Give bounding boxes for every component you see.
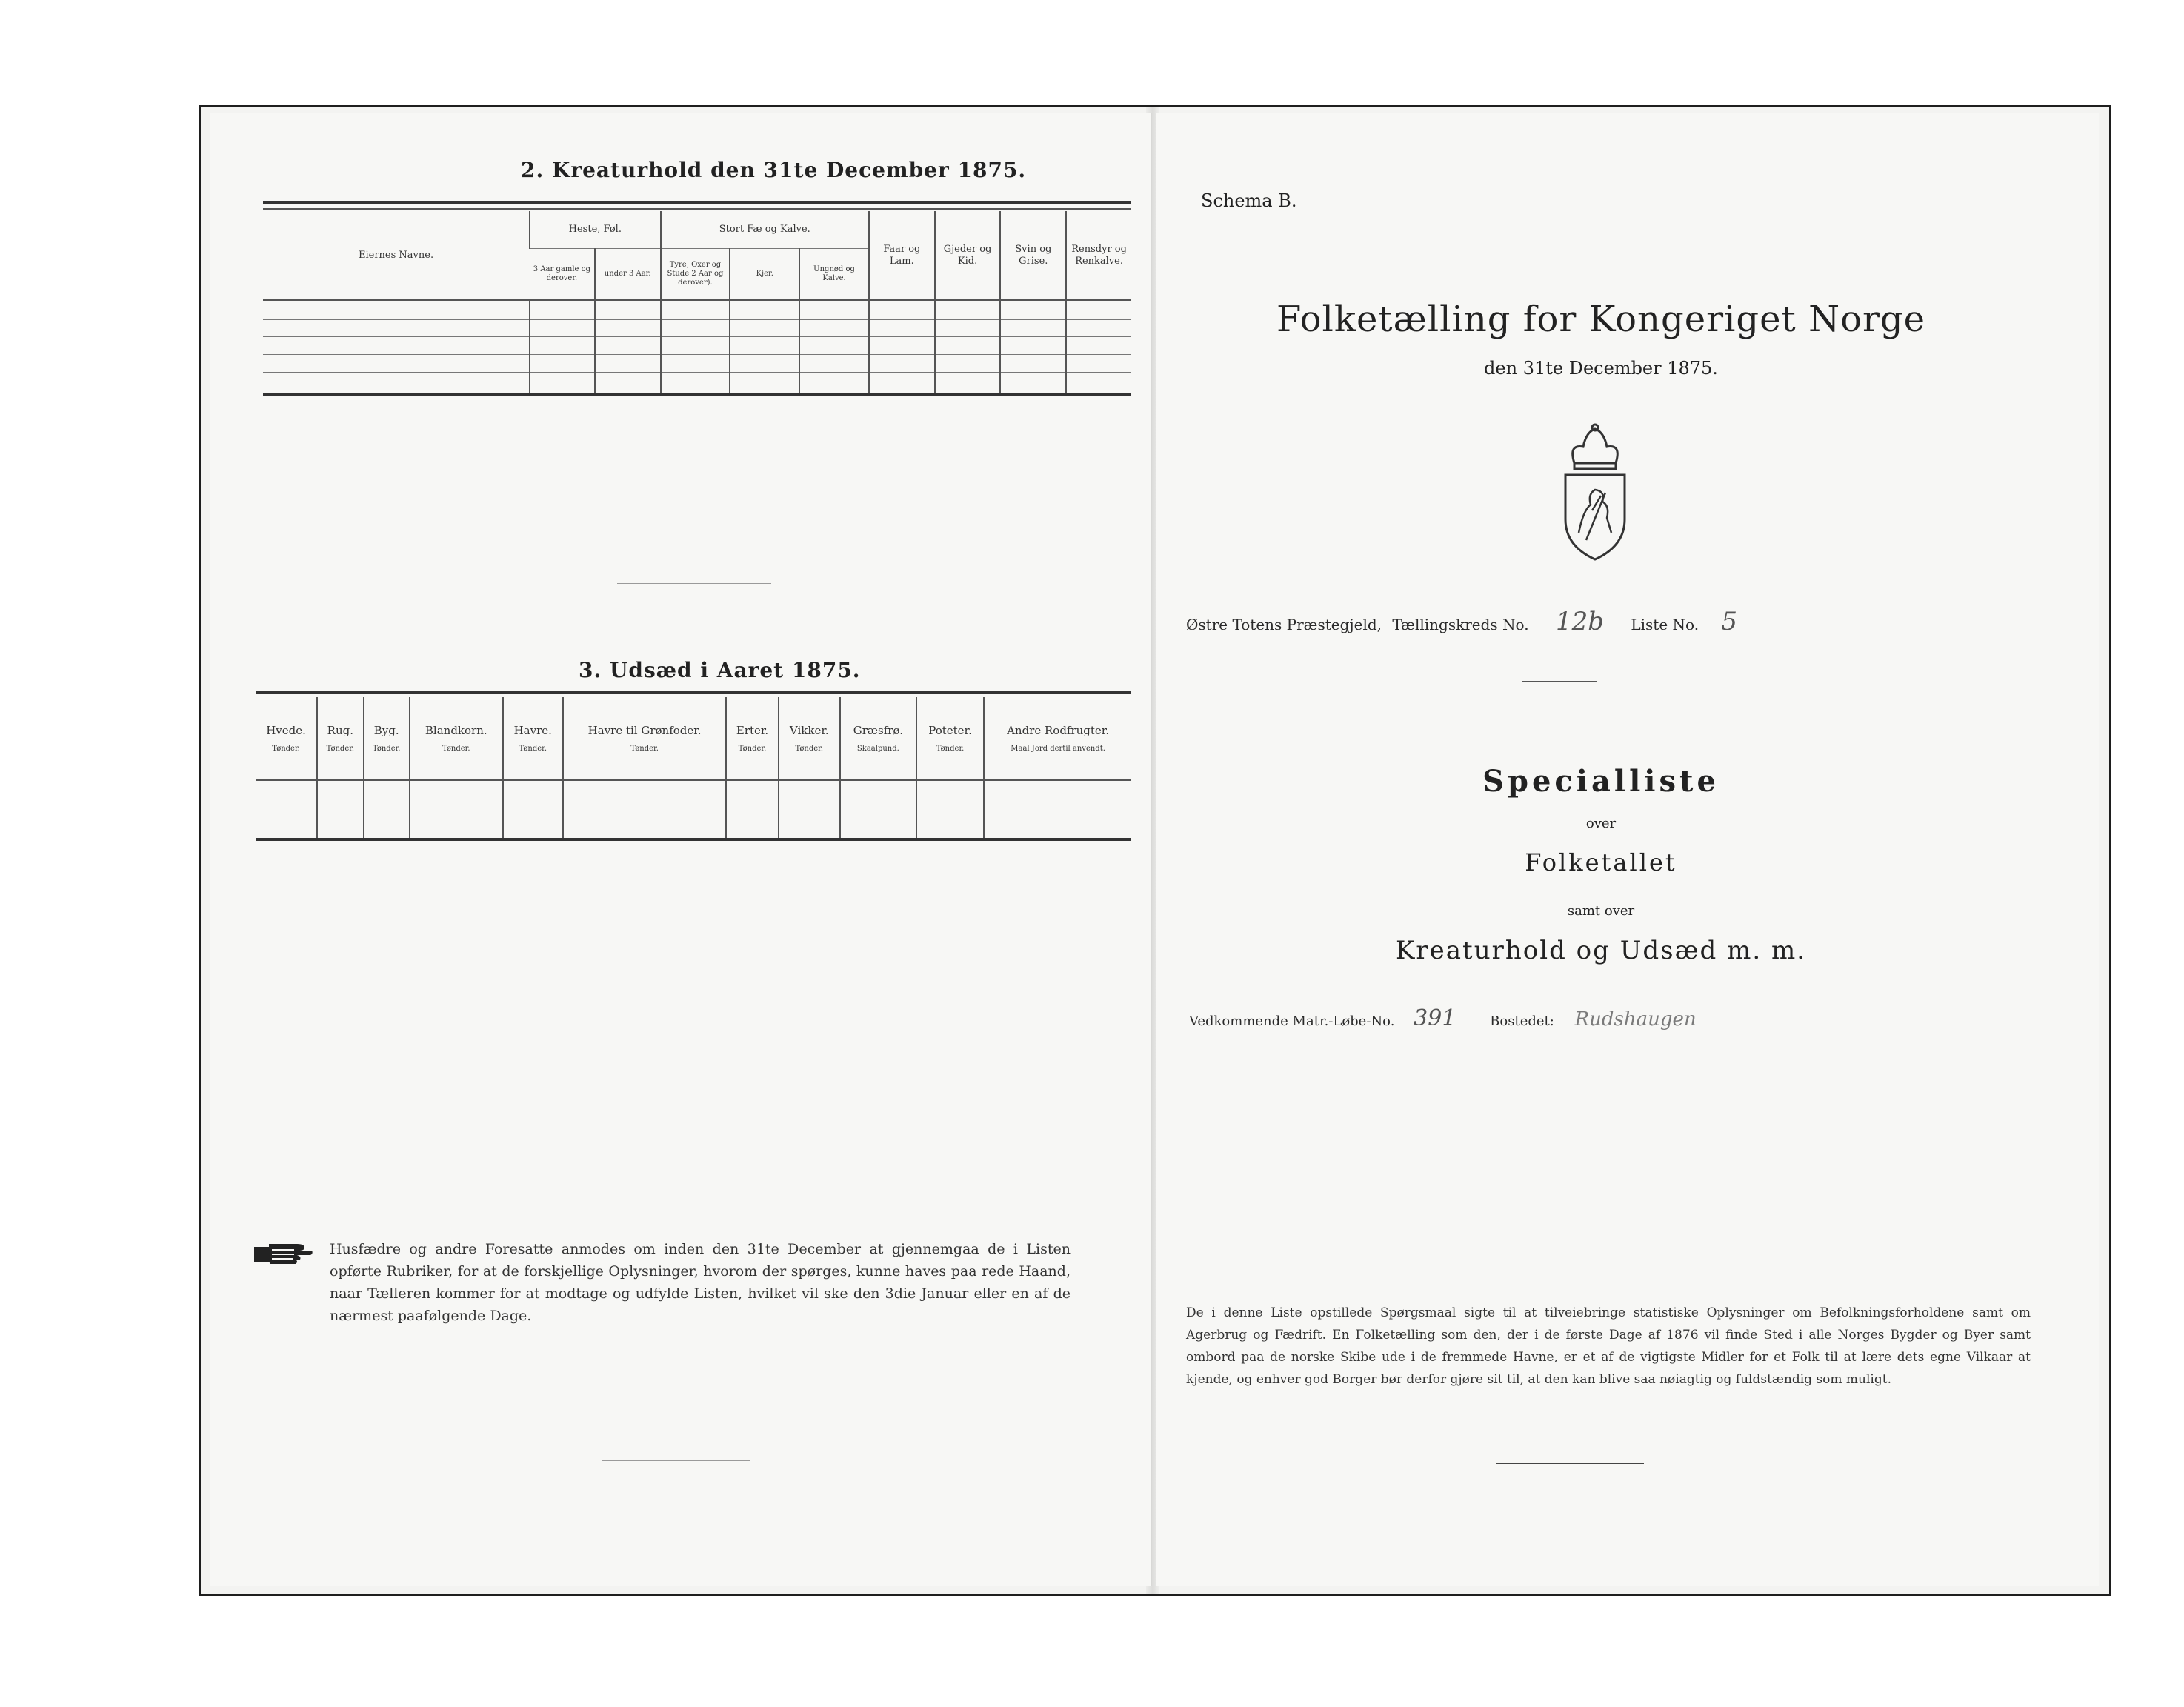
sowing-unit: Tønder.	[519, 744, 547, 753]
bosted-value: Rudshaugen	[1574, 1008, 1697, 1031]
footer-text: De i denne Liste opstillede Spørgsmaal sigte til at tilveiebringe statistiske Oplysninger om Befolkningsforholdene samt om Agerbrug og Fædrift. En Folketælling som den, der i de første Dage af 1876 vil finde Sted i alle Norges Bygder og Byer samt ombord paa de norske Skibe ude i de fremmede Havne, er et af de vigtigste Midler for et Folk til at lære dets egne Vilkaar at kjende, og enhver god Borger bør derfor gjøre sit til, at den kan blive saa nøiagtig og fuldstændig som muligt.	[1186, 1305, 2031, 1387]
sowing-crop-name: Andre Rodfrugter.	[1007, 723, 1110, 737]
sowing-crop-name: Byg.	[373, 723, 399, 737]
pointing-hand-icon	[253, 1240, 313, 1272]
section2-title: 2. Kreaturhold den 31te December 1875.	[521, 158, 1027, 182]
sowing-unit: Skaalpund.	[856, 744, 899, 753]
list-value: 5	[1721, 607, 1738, 636]
kreaturhold-heading: Kreaturhold og Udsæd m. m.	[1395, 936, 1806, 965]
heste-old-header: 3 Aar gamle og derover.	[533, 264, 591, 282]
sowing-cell	[256, 780, 317, 839]
table-row	[263, 319, 1131, 337]
over-label: over	[1585, 816, 1617, 831]
sowing-column-header	[779, 697, 840, 780]
sowing-cell	[317, 780, 363, 839]
sowing-column-header	[984, 697, 1131, 780]
date-line: den 31te December 1875.	[1484, 358, 1718, 379]
faar-header: Faar og Lam.	[869, 211, 935, 300]
gjeder-header: Gjeder og Kid.	[935, 211, 1001, 300]
sowing-unit: Tønder.	[272, 744, 300, 753]
sowing-table	[256, 697, 1131, 841]
district-value: 12b	[1555, 607, 1604, 636]
parish-name: Østre Totens Præstegjeld,	[1186, 616, 1382, 633]
samt-over-label: samt over	[1567, 903, 1635, 919]
section3-title: 3. Udsæd i Aaret 1875.	[579, 658, 861, 682]
sowing-cell	[840, 780, 916, 839]
sowing-unit: Tønder.	[442, 744, 470, 753]
table-row	[263, 337, 1131, 355]
sowing-cell	[984, 780, 1131, 839]
list-label: Liste No.	[1631, 616, 1699, 633]
tyre-header: Tyre, Oxer og Stude 2 Aar og derover).	[661, 248, 730, 300]
sowing-column-header	[840, 697, 916, 780]
scanned-spread	[199, 105, 2111, 1596]
sowing-column-header	[563, 697, 726, 780]
ungfae-header: Ungnød og Kalve.	[799, 248, 869, 300]
matr-label: Vedkommende Matr.-Løbe-No.	[1189, 1014, 1395, 1029]
table-row	[263, 300, 1131, 319]
sowing-crop-name: Rug.	[327, 723, 353, 737]
livestock-table	[263, 211, 1131, 396]
sowing-crop-name: Hvede.	[266, 723, 306, 737]
sowing-unit: Tønder.	[326, 744, 355, 753]
main-title: Folketælling for Kongeriget Norge	[1276, 299, 1926, 340]
bosted-label: Bostedet:	[1490, 1014, 1554, 1029]
folketallet-heading: Folketallet	[1525, 848, 1677, 876]
separator-rule	[1522, 681, 1597, 682]
sowing-unit: Maal Jord dertil anvendt.	[1011, 744, 1105, 753]
sowing-cell	[726, 780, 778, 839]
separator-rule	[617, 583, 771, 584]
sowing-column-header	[916, 697, 984, 780]
district-label: Tællingskreds No.	[1392, 616, 1529, 633]
kjer-header: Kjer.	[730, 248, 799, 300]
matr-line	[1189, 1005, 1697, 1031]
sowing-crop-name: Græsfrø.	[853, 723, 903, 737]
sowing-unit: Tønder.	[936, 744, 965, 753]
sowing-cell	[563, 780, 726, 839]
rensdyr-header: Rensdyr og Renkalve.	[1066, 211, 1131, 300]
sowing-column-header	[256, 697, 317, 780]
svin-header: Svin og Grise.	[1000, 211, 1066, 300]
sowing-cell	[410, 780, 503, 839]
sowing-unit: Tønder.	[738, 744, 767, 753]
sowing-unit: Tønder.	[630, 744, 659, 753]
stort-fae-header: Stort Fæ og Kalve.	[661, 211, 869, 248]
left-page	[210, 113, 1152, 1586]
sowing-column-header	[726, 697, 778, 780]
sowing-column-header	[364, 697, 410, 780]
table-row	[263, 354, 1131, 372]
coat-of-arms-icon	[1554, 422, 1637, 565]
right-page	[1156, 113, 2099, 1586]
matr-value: 391	[1414, 1005, 1456, 1031]
rule	[263, 208, 1131, 210]
sowing-crop-name: Blandkorn.	[425, 723, 487, 737]
sowing-crop-name: Poteter.	[928, 723, 972, 737]
heste-young-header: under 3 Aar.	[595, 248, 661, 300]
sowing-cell	[916, 780, 984, 839]
sowing-column-header	[317, 697, 363, 780]
sowing-cell	[503, 780, 563, 839]
schema-label: Schema B.	[1201, 190, 1297, 211]
notice-text: Husfædre og andre Foresatte anmodes om inden den 31te December at gjennemgaa de i Listen opførte Rubriker, for at de forskjellige Oplysninger, hvorom der spørges, kunne haves paa rede Haand, naar Tælleren kommer for at modtage og udfylde Listen, hvilket vil ske den 3die Januar eller en af de nærmest paafølgende Dage.	[330, 1241, 1071, 1324]
heste-header: Heste, Føl.	[530, 211, 660, 248]
sowing-crop-name: Erter.	[736, 723, 769, 737]
sowing-crop-name: Havre til Grønfoder.	[587, 723, 702, 737]
separator-rule	[602, 1460, 750, 1461]
separator-rule	[1496, 1463, 1644, 1464]
sowing-cell	[364, 780, 410, 839]
parish-line	[1186, 607, 1737, 636]
specialliste-heading: Specialliste	[1482, 764, 1719, 799]
sowing-unit: Tønder.	[372, 744, 401, 753]
rule	[256, 691, 1131, 694]
sowing-crop-name: Vikker.	[789, 723, 829, 737]
sowing-cell	[779, 780, 840, 839]
sowing-column-header	[503, 697, 563, 780]
sowing-crop-name: Havre.	[513, 723, 552, 737]
owner-column-header: Eiernes Navne.	[358, 249, 434, 261]
sowing-column-header	[410, 697, 503, 780]
sowing-unit: Tønder.	[795, 744, 824, 753]
table-row	[263, 372, 1131, 395]
rule	[263, 201, 1131, 204]
